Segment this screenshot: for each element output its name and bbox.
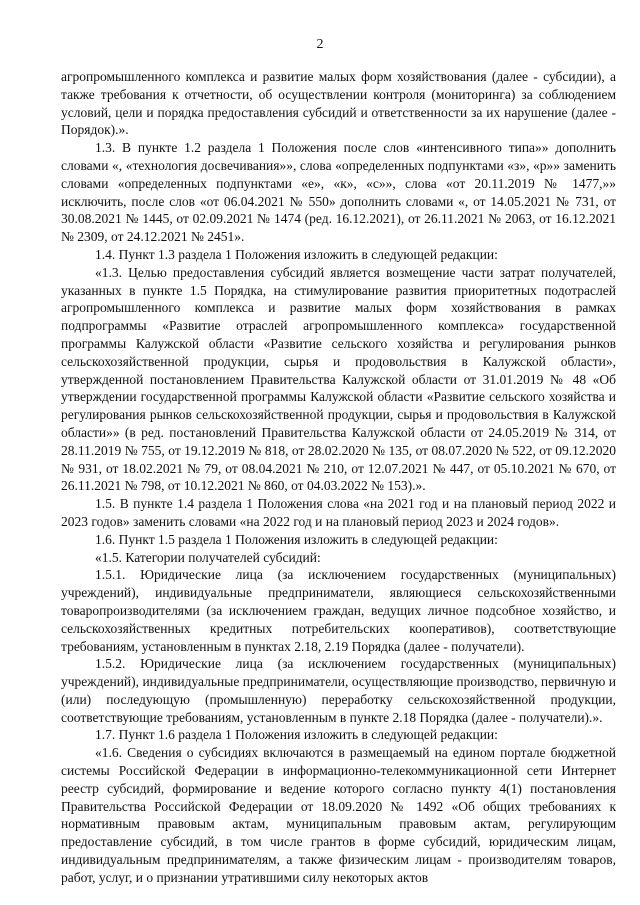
paragraph-1-3-new-text: «1.3. Целью предоставления субсидий является возмещение части затрат получателей, указанных в пункте 1.5 Порядка, на стимулирование развития приоритетных подотраслей агропромышленного комплекса и развитие малых форм хозяйствования в рамках подпрограммы «Развитие отраслей агропромышленного комплекса» государственной программы Калужской области «Развитие сельского хозяйства и регулирования рынков сельскохозяйственной продукции, сырья и продовольствия в Калужской области», утвержденной постановлением Правительства Калужской области от 31.01.2019 № 48 «Об утверждении государственной программы Калужской области «Развитие сельского хозяйства и регулирования рынков сельскохозяйственной продукции, сырья и продовольствия в Калужской области»» (в ред. постановлений Правительства Калужской области от 24.05.2019 № 314, от 28.11.2019 № 755, от 19.12.2019 № 818, от 28.02.2020 № 135, от 08.07.2020 № 522, от 09.12.2020 № 931, от 18.02.2021 № 79, от 08.04.2021 № 210, от 12.07.2021 № 447, от 05.10.2021 № 670, от 26.11.2021 № 798, от 10.12.2021 № 860, от 04.03.2022 № 153).». xyxy=(61,264,616,494)
paragraph-1-6: 1.6. Пункт 1.5 раздела 1 Положения изложить в следующей редакции: xyxy=(95,531,498,547)
document-body xyxy=(61,68,616,887)
page-number: 2 xyxy=(316,37,324,52)
paragraph-1-6-new-text: «1.6. Сведения о субсидиях включаются в размещаемый на едином портале бюджетной системы Российской Федерации в информационно-телекоммуникационной сети Интернет реестр субсидий, формирование и ведение которого согласно пункту 4(1) постановления Правительства Российской Федерации от 18.09.2020 № 1492 «Об общих требованиях к нормативным правовым актам, муниципальным правовым актам, регулирующим предоставление субсидий, в том числе грантов в форме субсидий, юридическим лицам, индивидуальным предпринимателям, а также физическим лицам - производителям товаров, работ, услуг, и о признании утратившими силу некоторых актов xyxy=(61,745,616,885)
paragraph-1-4: 1.4. Пункт 1.3 раздела 1 Положения изложить в следующей редакции: xyxy=(95,246,498,262)
paragraph-continuation: агропромышленного комплекса и развитие малых форм хозяйствования (далее - субсидии), а также требования к отчетности, об осуществлении контроля (мониторинга) за соблюдением условий, цели и порядка предоставления субсидий и ответственности за их нарушение (далее - Порядок).». xyxy=(61,69,616,138)
paragraph-1-3: 1.3. В пункте 1.2 раздела 1 Положения после слов «интенсивного типа»» дополнить словами «, «технология досвечивания»», слова «определенных подпунктами «з», «р»» заменить словами «определенных подпунктами «е», «к», «с»», слова «от 20.11.2019 № 1477,»» исключить, после слов «от 06.04.2021 № 550» дополнить словами «, от 14.05.2021 № 731, от 30.08.2021 № 1445, от 02.09.2021 № 1474 (ред. 16.12.2021), от 26.11.2021 № 2063, от 16.12.2021 № 2309, от 24.12.2021 № 2451». xyxy=(61,140,616,245)
paragraph-1-5-new-heading: «1.5. Категории получателей субсидий: xyxy=(95,549,321,565)
paragraph-1-5: 1.5. В пункте 1.4 раздела 1 Положения слова «на 2021 год и на плановый период 2022 и 2023 годов» заменить словами «на 2022 год и на плановый период 2023 и 2024 годов». xyxy=(61,496,616,529)
paragraph-1-5-1: 1.5.1. Юридические лица (за исключением государственных (муниципальных) учреждений), индивидуальные предприниматели, являющиеся сельскохозяйственными товаропроизводителями (за исключением граждан, ведущих личное подсобное хозяйство, и сельскохозяйственных кредитных потребительских кооперативов), соответствующие требованиям, установленным в пунктах 2.18, 2.19 Порядка (далее - получатели). xyxy=(61,567,616,654)
paragraph-1-7: 1.7. Пункт 1.6 раздела 1 Положения изложить в следующей редакции: xyxy=(95,727,498,743)
paragraph-1-5-2: 1.5.2. Юридические лица (за исключением государственных (муниципальных) учреждений), индивидуальные предприниматели, осуществляющие производство, первичную и (или) последующую (промышленную) переработку сельскохозяйственной продукции, соответствующие требованиям, установленным в пункте 2.18 Порядка (далее - получатели).». xyxy=(61,656,616,725)
